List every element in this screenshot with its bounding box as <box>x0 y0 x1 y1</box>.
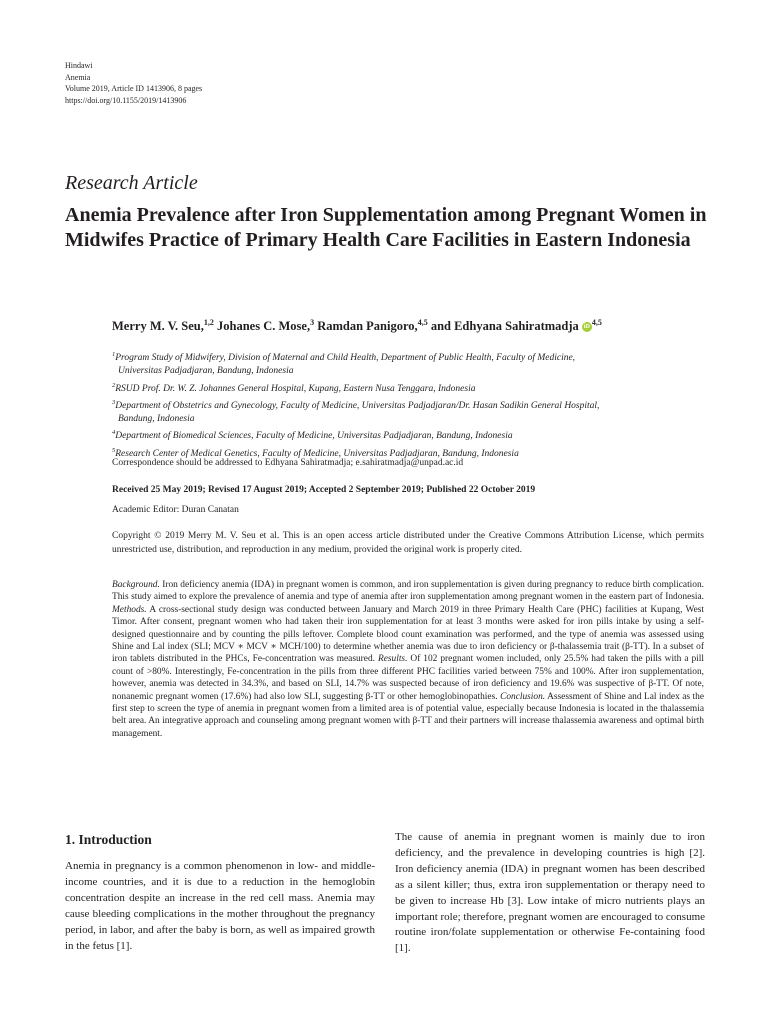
author-affiliation-ref: 4,5 <box>417 318 428 327</box>
introduction-paragraph-left: Anemia in pregnancy is a common phenomenon in low- and middle-income countries, and it is due to a reduction in the hemoglobin concentration despite an increase in the red cell mass. Anemia may cause bleeding complications in the mother throughout the pregnancy period, in labor, and after the baby is born, as well as impaired growth in the fetus [1]. <box>65 860 375 952</box>
abstract-conclusion: Assessment of Shine and Lal index as the first step to screen the type of anemia in pregnant women from a limited area is of potential value, especially because Indonesia is located in the thalassemia belt area. An integrative approach and counseling among pregnant women with β-TT and their partners will increase thalassemia awareness and optimal birth management. <box>112 691 705 739</box>
doi-link[interactable]: https://doi.org/10.1155/2019/1413906 <box>65 95 187 105</box>
affiliation-number: 5 <box>112 446 116 454</box>
affiliation-text: RSUD Prof. Dr. W. Z. Johannes General Hospital, Kupang, Eastern Nusa Tenggara, Indonesia <box>115 383 476 394</box>
abstract-background-label: Background. <box>112 580 160 590</box>
journal-header <box>65 60 202 106</box>
affiliation-text: Department of Obstetrics and Gynecology, Faculty of Medicine, Universitas Padjadjaran/Dr. Hasan Sadikin General Hospital, <box>115 401 600 412</box>
affiliation-number: 4 <box>112 429 116 437</box>
author-name[interactable]: Johanes C. Mose, <box>217 319 311 334</box>
article-type: Research Article <box>65 172 198 194</box>
orcid-icon[interactable]: iD <box>583 324 590 331</box>
journal-name: Anemia <box>65 72 91 82</box>
publisher-name: Hindawi <box>65 61 93 70</box>
academic-editor: Academic Editor: Duran Canatan <box>112 505 239 515</box>
abstract-methods-label: Methods. <box>112 604 147 615</box>
affiliation-number: 3 <box>112 398 116 406</box>
author-name[interactable]: Merry M. V. Seu, <box>112 319 204 334</box>
journal-volume: Volume 2019, Article ID 1413906, 8 pages <box>65 84 203 93</box>
abstract <box>112 579 704 740</box>
author-name[interactable]: Ramdan Panigoro, <box>317 319 418 334</box>
author-affiliation-ref: 4,5 <box>591 318 602 327</box>
abstract-methods: A cross-sectional study design was conducted between January and March 2019 in three Primary Health Care (PHC) facilities at Kupang, West Timor. After consent, pregnant women who had taken their iron supplementation for at least 3 months were asked for iron pills intake by using a self-designed questionnaire and by counting the pills leftover. Complete blood count examination was performed, and the type of anemia was assessed using Shine and Lal index (SLI; MCV ∗ MCV ∗ MCH/100) to determine whether anemia was due to iron deficiency or β-thalassemia trait (β-TT). In a subset of iron tablets distributed in the PHCs, Fe-concentration was measured. <box>112 604 705 665</box>
abstract-conclusion-label: Conclusion. <box>500 691 546 702</box>
affiliation-item <box>112 348 704 365</box>
correspondence: Correspondence should be addressed to Edhyana Sahiratmadja; e.sahiratmadja@unpad.ac.id <box>112 458 464 468</box>
author-affiliation-ref: 1,2 <box>203 318 214 327</box>
copyright-notice: Copyright © 2019 Merry M. V. Seu et al. This is an open access article distributed under the Creative Commons Attribution License, which permits unrestricted use, distribution, and reproduction in any medium, provided the original work is properly cited. <box>112 531 704 555</box>
affiliation-item <box>112 396 704 413</box>
affiliation-text: Department of Biomedical Sciences, Faculty of Medicine, Universitas Padjadjaran, Bandung, Indonesia <box>115 431 513 442</box>
affiliation-number: 2 <box>112 381 116 389</box>
author-list <box>112 318 602 334</box>
introduction-paragraph-right: The cause of anemia in pregnant women is mainly due to iron deficiency, and the prevalence in developing countries is high [2]. Iron deficiency anemia (IDA) in pregnant women has been described as a silent killer; thus, extra iron supplementation or therapy need to be given to increase Hb [3]. Low intake of micro nutrients plays an important role; therefore, pregnant women are encouraged to consume routine iron/folate supplementation or otherwise Fe-containing food [1]. <box>395 831 706 955</box>
affiliation-continuation: Bandung, Indonesia <box>118 414 195 425</box>
abstract-background: Iron deficiency anemia (IDA) in pregnant women is common, and iron supplementation is given during pregnancy to reduce birth complication. This study aimed to explore the prevalence of anemia and type of anemia after iron supplementation among pregnant women in the eastern part of Indonesia. <box>112 580 705 603</box>
affiliation-item <box>112 379 704 396</box>
article-title: Anemia Prevalence after Iron Supplementation among Pregnant Women in Midwifes Practice of Primary Health Care Facilities in Eastern Indonesia <box>65 204 707 251</box>
affiliation-continuation: Universitas Padjadjaran, Bandung, Indonesia <box>118 366 294 377</box>
abstract-results: Of 102 pregnant women included, only 25.5% had taken the pills with a pill count of >80%. Interestingly, Fe-concentration in the pills from three different PHC facilities varied between 75% and 100%. After iron supplementation, however, anemia was detected in 34.3%, and based on SLI, 14.7% was suspected because of iron deficiency and 19.6% was suspective of β-TT. Of note, nonanemic pregnant women (17.6%) had also low SLI, suggesting β-TT or other hemoglobinopathies. <box>112 654 705 702</box>
author-affiliation-ref: 3 <box>310 318 315 327</box>
author-conjunction: and <box>430 319 451 334</box>
abstract-results-label: Results. <box>377 654 408 665</box>
affiliation-number: 1 <box>112 351 116 358</box>
publication-dates: Received 25 May 2019; Revised 17 August 2019; Accepted 2 September 2019; Published 22 October 2019 <box>112 485 536 495</box>
affiliation-text: Research Center of Medical Genetics, Faculty of Medicine, Universitas Padjadjaran, Bandung, Indonesia <box>115 449 519 459</box>
affiliation-list <box>112 348 704 461</box>
author-name[interactable]: Edhyana Sahiratmadja <box>454 319 579 334</box>
affiliation-text: Program Study of Midwifery, Division of Maternal and Child Health, Department of Public Health, Faculty of Medicine, <box>115 353 576 364</box>
section-heading-introduction: 1. Introduction <box>65 832 152 847</box>
affiliation-item <box>112 426 704 443</box>
